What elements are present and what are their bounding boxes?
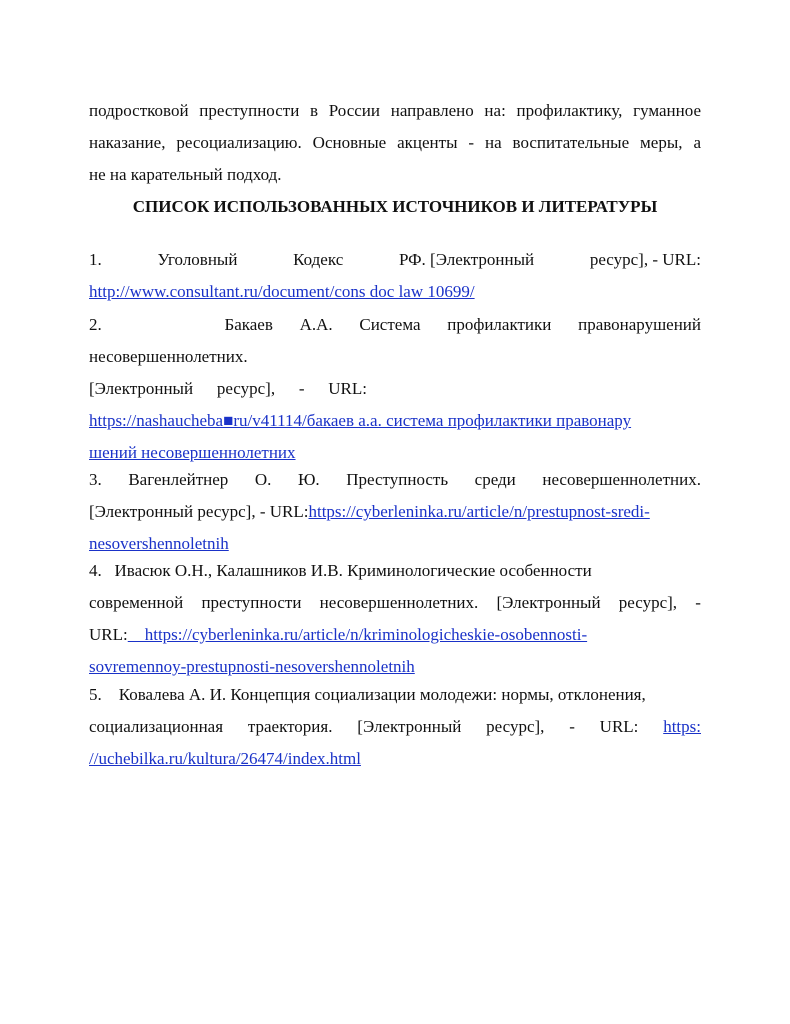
ref-text: URL: xyxy=(89,625,128,644)
reference-link[interactable]: https: xyxy=(663,717,701,736)
ref-text: среди xyxy=(474,470,516,489)
ref-text: О. xyxy=(254,470,272,489)
ref-text: 4. Ивасюк О.Н., Калашников И.В. Криминологические особенности xyxy=(89,561,592,580)
ref-text: [Электронный xyxy=(496,593,601,612)
ref-text: ресурс], xyxy=(618,593,678,612)
reference-item-5 xyxy=(89,679,701,775)
ref-text: Уголовный xyxy=(157,250,238,269)
ref-text: 5. Ковалева А. И. Концепция социализации молодежи: нормы, отклонения, xyxy=(89,685,646,704)
ref-text: [Электронный xyxy=(89,379,194,398)
ref-text: Кодекс xyxy=(293,250,344,269)
ref-text: траектория. xyxy=(247,717,333,736)
reference-link[interactable]: http://www.consultant.ru/document/cons doc law 10699/ xyxy=(89,282,475,301)
reference-link[interactable]: https://cyberleninka.ru/article/n/prestupnost-sredi- xyxy=(308,502,650,521)
ref-text: [Электронный xyxy=(357,717,462,736)
reference-link[interactable]: //uchebilka.ru/kultura/26474/index.html xyxy=(89,749,361,768)
reference-item-3 xyxy=(89,464,701,560)
ref-text: правонарушений xyxy=(578,315,701,334)
ref-text: - xyxy=(569,717,575,736)
reference-link[interactable]: https://cyberleninka.ru/article/n/kriminologicheskie-osobennosti- xyxy=(127,625,588,644)
ref-number: 2. xyxy=(89,315,102,334)
reference-item-4 xyxy=(89,555,701,683)
ref-text: А.А. xyxy=(299,315,333,334)
ref-text: Преступность xyxy=(346,470,449,489)
intro-line: подростковой преступности в России направлено на: профилактику, гуманное xyxy=(89,101,701,120)
ref-number: 3. xyxy=(89,470,102,489)
ref-text: Ю. xyxy=(297,470,320,489)
ref-text: несовершеннолетних. xyxy=(319,593,479,612)
ref-text: ресурс], xyxy=(486,717,545,736)
ref-text: Вагенлейтнер xyxy=(128,470,229,489)
reference-item-1 xyxy=(89,244,701,308)
reference-item-2 xyxy=(89,309,701,469)
reference-link[interactable]: sovremennoy-prestupnosti-nesovershennoletnih xyxy=(89,657,415,676)
ref-number: 1. xyxy=(89,250,102,269)
ref-text: URL: xyxy=(599,717,639,736)
ref-text: ресурс], - URL: xyxy=(589,250,701,269)
ref-text: современной xyxy=(89,593,184,612)
ref-text: РФ. [Электронный xyxy=(398,250,535,269)
reference-link[interactable]: шений несовершеннолетних xyxy=(89,443,296,462)
ref-text: несовершеннолетних. xyxy=(89,347,248,366)
ref-text: - xyxy=(298,379,305,398)
ref-text: преступности xyxy=(201,593,302,612)
intro-line: не на карательный подход. xyxy=(89,165,282,184)
ref-text: несовершеннолетних. xyxy=(542,470,701,489)
intro-line: наказание, ресоциализацию. Основные акценты - на воспитательные меры, а xyxy=(89,133,701,152)
ref-text: Система xyxy=(359,315,421,334)
reference-link[interactable]: https://nashaucheba■ru/v41114/бакаев а.а. система профилактики правонару xyxy=(89,411,632,430)
ref-text: [Электронный ресурс], - URL: xyxy=(89,502,309,521)
ref-text: Бакаев xyxy=(224,315,273,334)
references-heading: СПИСОК ИСПОЛЬЗОВАННЫХ ИСТОЧНИКОВ И ЛИТЕРАТУРЫ xyxy=(132,197,658,216)
ref-text: - xyxy=(695,593,701,612)
ref-text: социализационная xyxy=(89,717,224,736)
ref-text: URL: xyxy=(328,379,367,398)
ref-text: профилактики xyxy=(447,315,552,334)
ref-text: ресурс], xyxy=(216,379,276,398)
intro-paragraph xyxy=(89,95,701,191)
reference-link[interactable]: nesovershennoletnih xyxy=(89,534,229,553)
